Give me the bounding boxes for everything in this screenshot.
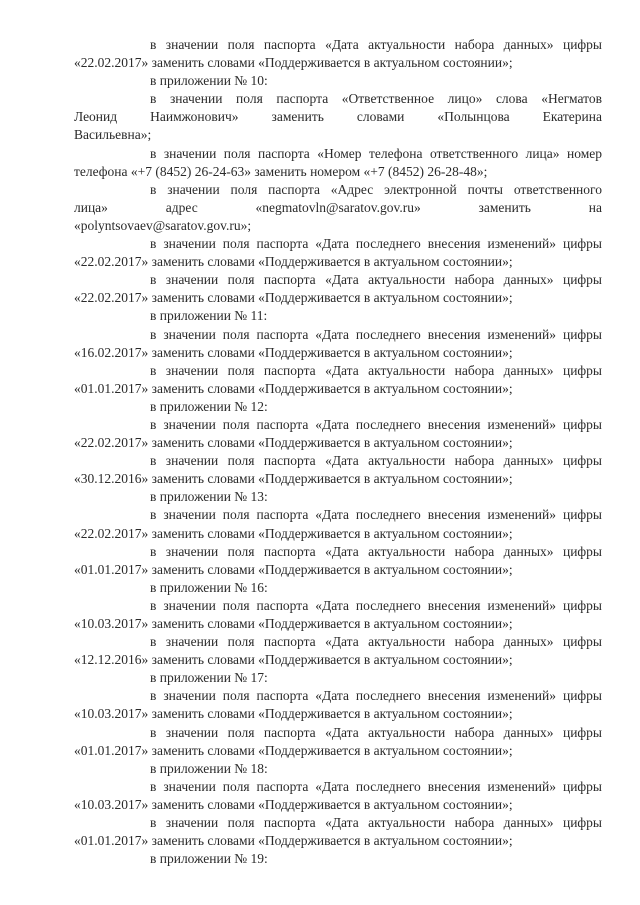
paragraph bbox=[74, 506, 602, 542]
paragraph-continuation: «30.12.2016» заменить словами «Поддерживается в актуальном состоянии»; bbox=[74, 471, 513, 487]
paragraph-continuation: «22.02.2017» заменить словами «Поддерживается в актуальном состоянии»; bbox=[74, 55, 513, 71]
paragraph-first-line: в значении поля паспорта «Дата актуальности набора данных» цифры bbox=[150, 272, 602, 288]
paragraph bbox=[74, 36, 602, 72]
paragraph-continuation: «22.02.2017» заменить словами «Поддерживается в актуальном состоянии»; bbox=[74, 525, 513, 541]
paragraph: в приложении № 19: bbox=[150, 851, 268, 867]
paragraph-first-line: в значении поля паспорта «Дата актуальности набора данных» цифры bbox=[150, 815, 602, 831]
paragraph-first-line: в значении поля паспорта «Дата актуальности набора данных» цифры bbox=[150, 362, 602, 378]
paragraph bbox=[74, 362, 602, 398]
paragraph-continuation: «10.03.2017» заменить словами «Поддерживается в актуальном состоянии»; bbox=[74, 616, 513, 631]
paragraph-first-line: в значении поля паспорта «Ответственное лицо» слова «Негматов bbox=[150, 91, 602, 107]
paragraph-first-line: в значении поля паспорта «Адрес электронной почты ответственного bbox=[150, 181, 602, 197]
paragraph-first-line: в значении поля паспорта «Дата актуальности набора данных» цифры bbox=[150, 634, 602, 650]
paragraph-continuation: «01.01.2017» заменить словами «Поддерживается в актуальном состоянии»; bbox=[74, 380, 513, 396]
paragraph-first-line: в значении поля паспорта «Номер телефона ответственного лица» номер bbox=[150, 145, 602, 161]
paragraph bbox=[74, 326, 602, 362]
paragraph bbox=[74, 416, 602, 452]
paragraph: в приложении № 10: bbox=[150, 73, 268, 89]
paragraph-first-line: в значении поля паспорта «Дата актуальности набора данных» цифры bbox=[150, 453, 602, 469]
paragraph-continuation: «12.12.2016» заменить словами «Поддерживается в актуальном состоянии»; bbox=[74, 652, 513, 668]
paragraph-continuation: «16.02.2017» заменить словами «Поддерживается в актуальном состоянии»; bbox=[74, 344, 513, 360]
paragraph bbox=[74, 724, 602, 760]
paragraph-first-line: в значении поля паспорта «Дата последнего внесения изменений» цифры bbox=[150, 597, 602, 613]
paragraph-continuation: «22.02.2017» заменить словами «Поддерживается в актуальном состоянии»; bbox=[74, 254, 513, 270]
paragraph-first-line: в значении поля паспорта «Дата последнего внесения изменений» цифры bbox=[150, 778, 602, 794]
paragraph: в приложении № 18: bbox=[150, 760, 268, 776]
paragraph bbox=[74, 633, 602, 669]
paragraph-continuation: «22.02.2017» заменить словами «Поддерживается в актуальном состоянии»; bbox=[74, 435, 513, 451]
paragraph bbox=[74, 543, 602, 579]
paragraph bbox=[74, 90, 602, 144]
paragraph-continuation: телефона «+7 (8452) 26-24-63» заменить номером «+7 (8452) 26-28-48»; bbox=[74, 163, 488, 179]
document-body bbox=[74, 36, 602, 868]
paragraph: в приложении № 17: bbox=[150, 670, 268, 686]
paragraph-first-line: в значении поля паспорта «Дата последнего внесения изменений» цифры bbox=[150, 236, 602, 252]
paragraph-first-line: в значении поля паспорта «Дата последнего внесения изменений» цифры bbox=[150, 688, 602, 704]
paragraph-first-line: в значении поля паспорта «Дата актуальности набора данных» цифры bbox=[150, 724, 602, 740]
paragraph bbox=[74, 181, 602, 235]
paragraph-continuation: «10.03.2017» заменить словами «Поддерживается в актуальном состоянии»; bbox=[74, 796, 513, 812]
paragraph-continuation: «01.01.2017» заменить словами «Поддерживается в актуальном состоянии»; bbox=[74, 742, 513, 758]
paragraph: в приложении № 11: bbox=[150, 308, 268, 324]
paragraph bbox=[74, 145, 602, 181]
paragraph-middle-line: лица» адрес «negmatovln@saratov.gov.ru» заменить на bbox=[74, 199, 602, 215]
paragraph-first-line: в значении поля паспорта «Дата последнего внесения изменений» цифры bbox=[150, 507, 602, 523]
paragraph-middle-line: Леонид Наимжонович» заменить словами «Полынцова Екатерина bbox=[74, 109, 602, 125]
paragraph bbox=[74, 597, 602, 633]
paragraph-continuation: «01.01.2017» заменить словами «Поддерживается в актуальном состоянии»; bbox=[74, 833, 513, 849]
paragraph: в приложении № 16: bbox=[150, 579, 268, 595]
paragraph bbox=[74, 271, 602, 307]
paragraph bbox=[74, 452, 602, 488]
paragraph-first-line: в значении поля паспорта «Дата последнего внесения изменений» цифры bbox=[150, 416, 602, 432]
paragraph-continuation: «polyntsovaev@saratov.gov.ru»; bbox=[74, 217, 252, 233]
paragraph: в приложении № 12: bbox=[150, 398, 268, 414]
paragraph-first-line: в значении поля паспорта «Дата последнего внесения изменений» цифры bbox=[150, 326, 602, 342]
paragraph-continuation: «22.02.2017» заменить словами «Поддерживается в актуальном состоянии»; bbox=[74, 290, 513, 306]
paragraph-continuation: «01.01.2017» заменить словами «Поддерживается в актуальном состоянии»; bbox=[74, 561, 513, 577]
paragraph-continuation: Васильевна»; bbox=[74, 127, 152, 143]
paragraph bbox=[74, 687, 602, 723]
paragraph: в приложении № 13: bbox=[150, 489, 268, 505]
paragraph-first-line: в значении поля паспорта «Дата актуальности набора данных» цифры bbox=[150, 37, 602, 52]
paragraph bbox=[74, 814, 602, 850]
paragraph bbox=[74, 235, 602, 271]
paragraph bbox=[74, 778, 602, 814]
paragraph-first-line: в значении поля паспорта «Дата актуальности набора данных» цифры bbox=[150, 543, 602, 559]
paragraph-continuation: «10.03.2017» заменить словами «Поддерживается в актуальном состоянии»; bbox=[74, 706, 513, 722]
